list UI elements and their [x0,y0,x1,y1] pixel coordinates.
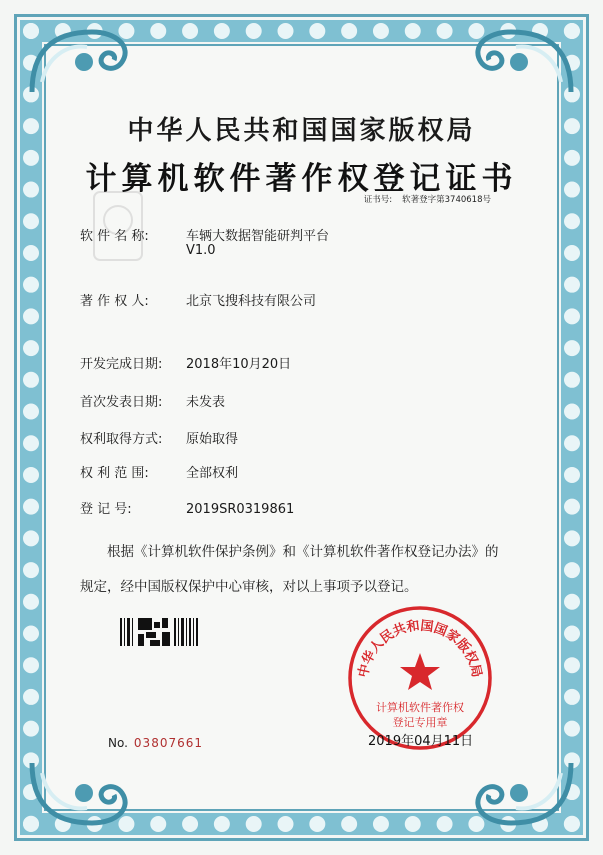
first-pub-row [80,391,225,410]
acquire-label: 权利取得方式: [80,432,163,447]
corner-ornament-bottom-right [463,755,581,833]
serial-label: No. [108,736,128,750]
reg-no-row [80,498,294,517]
acquire-value: 原始取得 [186,432,239,447]
seal-inner-line1: 计算机软件著作权 [376,701,464,714]
document-title: 计算机软件著作权登记证书 [85,161,518,197]
seal-outer-text: 中华人民共和国国家版权局 [356,618,484,679]
serial-number [108,736,203,750]
corner-ornament-top-right [463,22,581,100]
first-pub-value: 未发表 [186,395,226,410]
scope-row [80,462,238,481]
seal-inner-line2: 登记专用章 [392,716,448,729]
owner-label: 著 作 权 人: [80,294,149,309]
scope-label: 权 利 范 围: [80,466,149,481]
certificate-number [364,193,491,205]
dev-date-row [80,353,291,372]
reg-no-value: 2019SR0319861 [186,502,295,517]
reg-no-label: 登 记 号: [80,502,132,517]
corner-ornament-top-left [22,22,140,100]
cert-no-label: 证书号: [363,195,393,205]
serial-value: 03807661 [133,736,203,750]
scope-value: 全部权利 [186,466,239,481]
first-pub-label: 首次发表日期: [80,395,163,410]
declaration-paragraph-2: 规定，经中国版权保护中心审核，对以上事项予以登记。 [80,579,418,595]
issuing-authority: 中华人民共和国国家版权局 [127,116,476,146]
dev-date-value: 2018年10月20日 [186,357,292,372]
declaration-paragraph-1: 根据《计算机软件保护条例》和《计算机软件著作权登记办法》的 [107,544,499,560]
software-name-label: 软 件 名 称: [80,229,149,244]
corner-ornament-bottom-left [22,755,140,833]
cert-no-value: 软著登字第3740618号 [402,195,491,205]
owner-row [80,290,316,309]
acquire-row [80,428,238,447]
seal-star-icon [400,653,440,690]
dev-date-label: 开发完成日期: [80,357,163,372]
issue-date: 2019年04月11日 [368,734,474,749]
version-value: V1.0 [186,243,216,258]
software-name-row [80,225,329,244]
software-name-value: 车辆大数据智能研判平台 [186,229,330,244]
qr-barcode [120,618,198,646]
owner-value: 北京飞搜科技有限公司 [186,294,317,309]
